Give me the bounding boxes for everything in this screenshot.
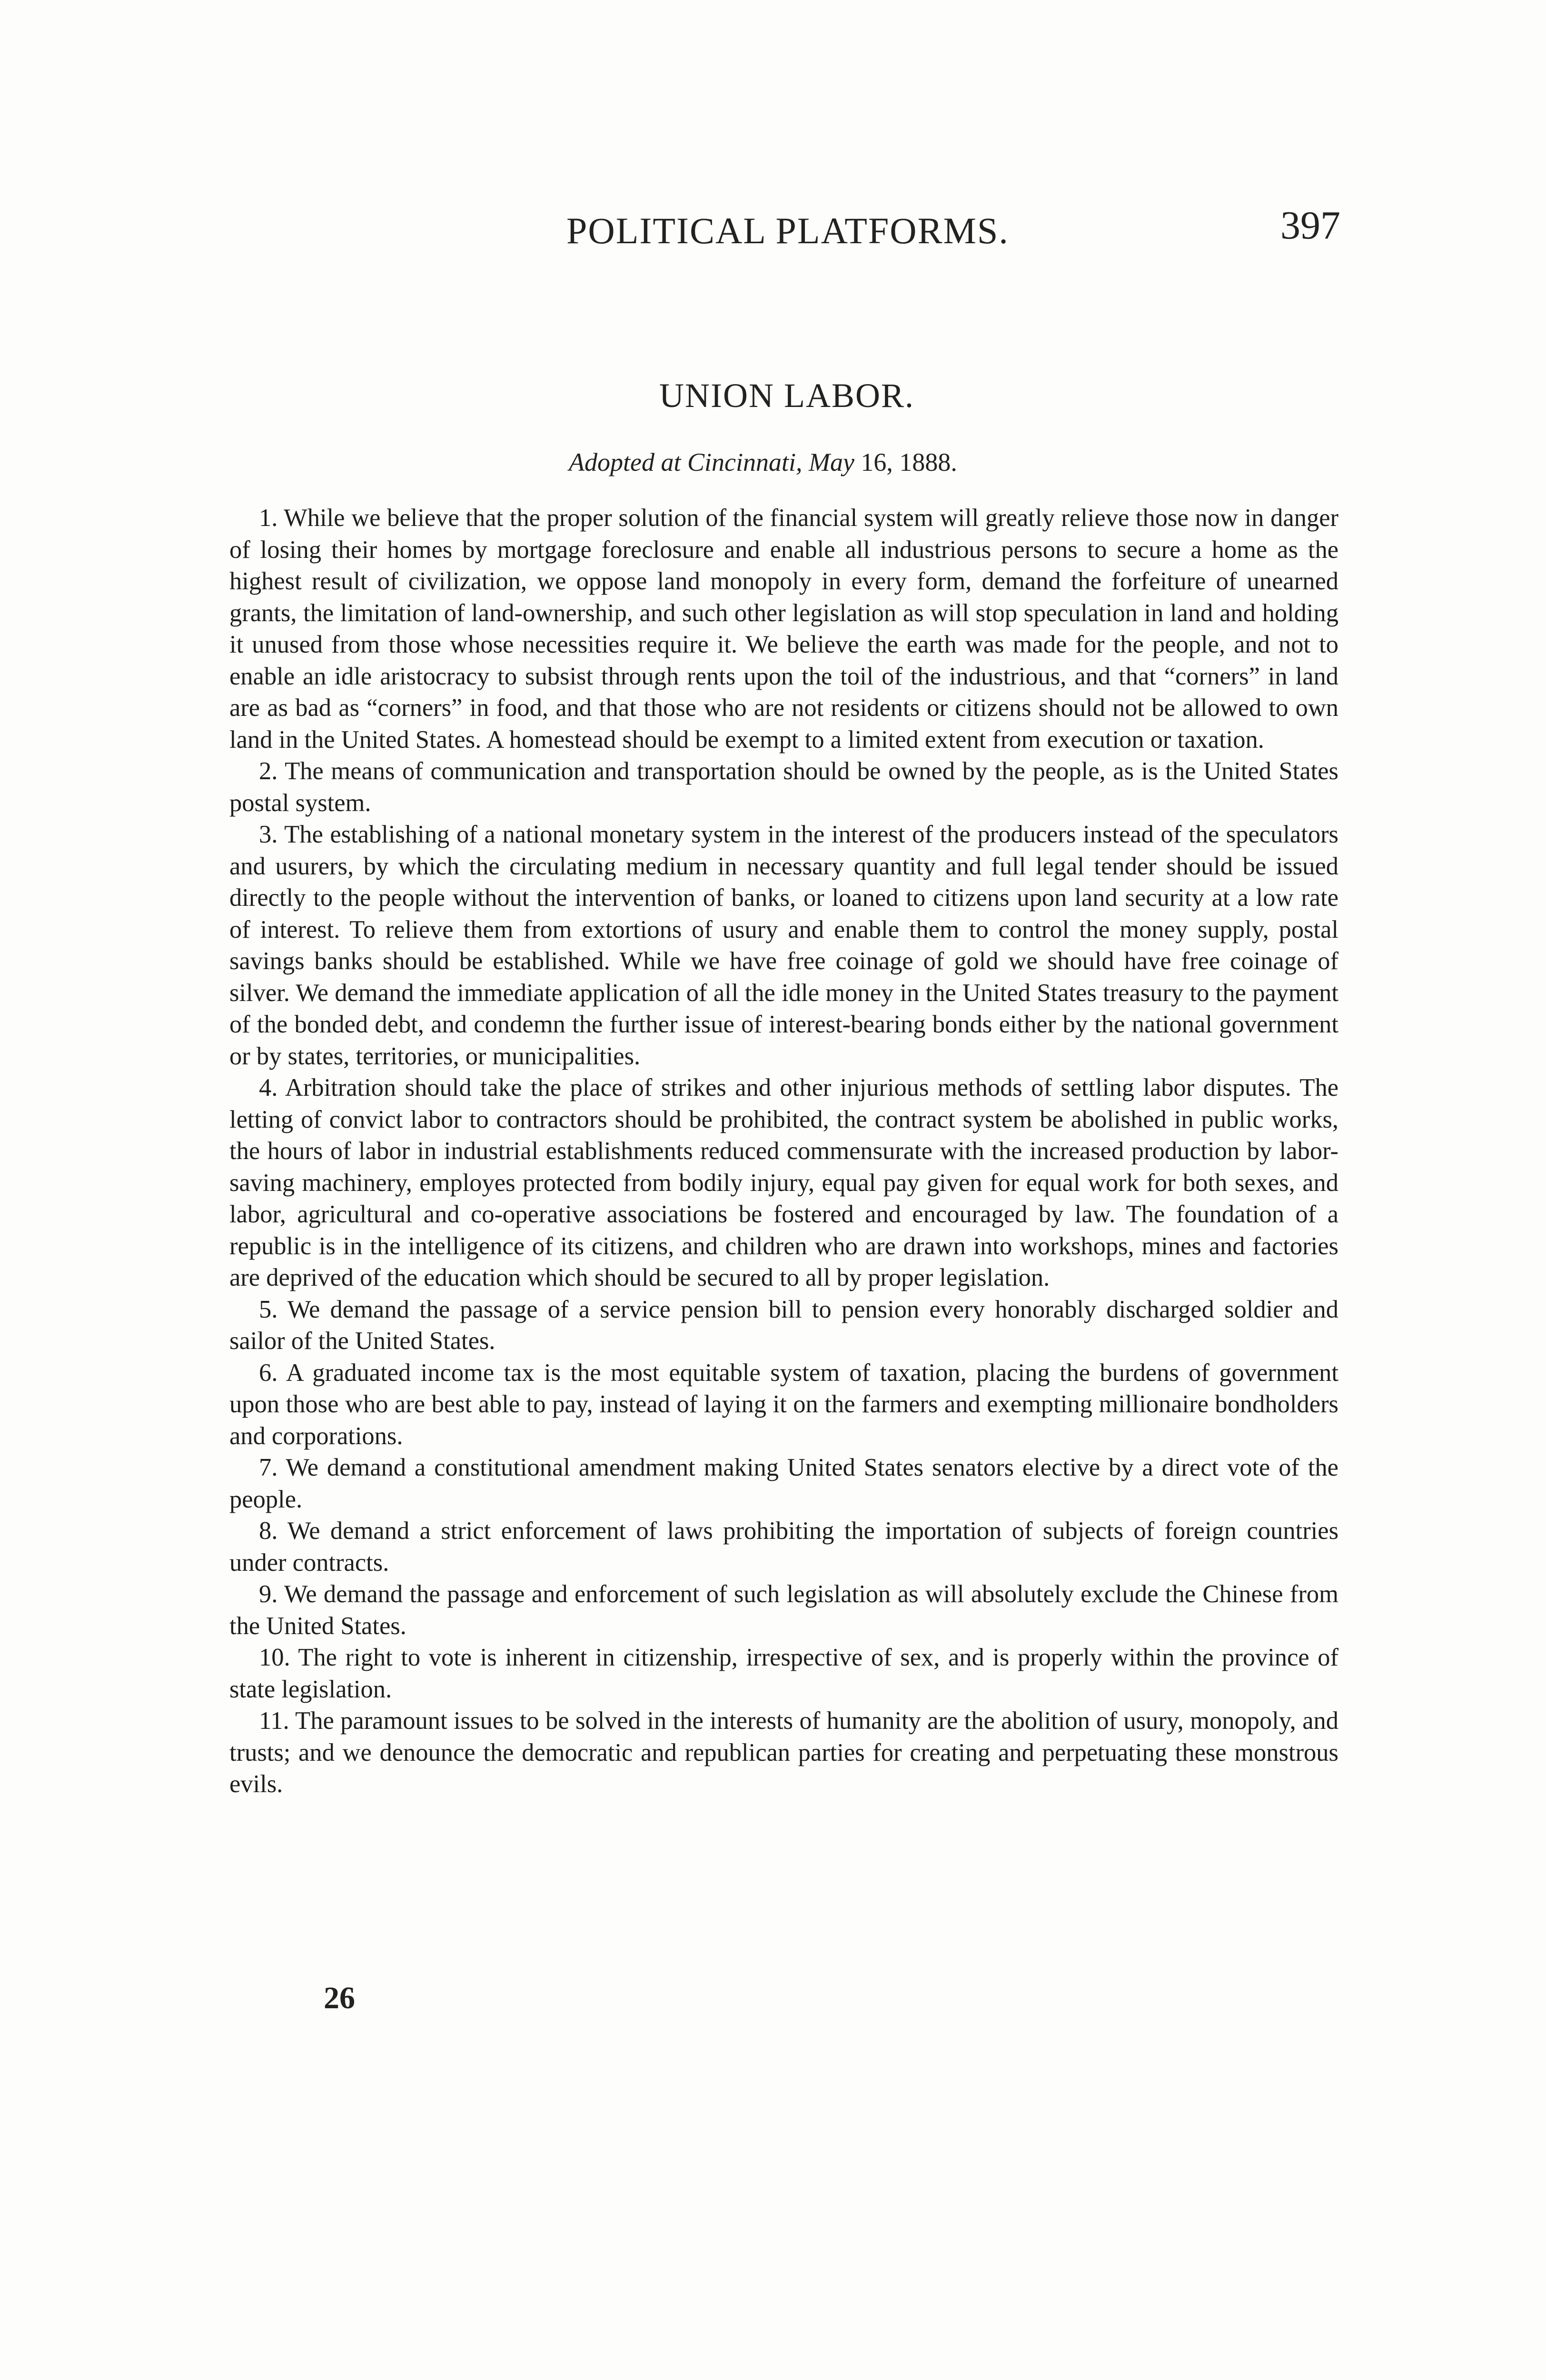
plank-7 bbox=[229, 1452, 1338, 1515]
plank-number: 1. bbox=[259, 504, 278, 532]
plank-text: The right to vote is inherent in citizenship, irrespective of sex, and is properly within the province of state legislation. bbox=[229, 1644, 1338, 1703]
signature-mark: 26 bbox=[324, 1981, 355, 2015]
plank-number: 3. bbox=[259, 821, 278, 848]
plank-9 bbox=[229, 1578, 1338, 1642]
plank-number: 10. bbox=[259, 1644, 290, 1671]
plank-number: 11. bbox=[259, 1707, 289, 1735]
page-number: 397 bbox=[1280, 203, 1340, 248]
running-head: POLITICAL PLATFORMS. bbox=[566, 210, 1009, 251]
adoption-place: Adopted at Cincinnati, May bbox=[569, 448, 854, 476]
plank-text: While we believe that the proper solution of the financial system will greatly relieve those now in danger of losing their homes by mortgage foreclosure and enable all industrious persons to secure a home as the highest result of civilization, we oppose land monopoly in every form, demand the forfeiture of unearned grants, the limitation of land-ownership, and such other legislation as will stop speculation in land and holding it unused from those whose necessities require it. We believe the earth was made for the people, and not to enable an idle aristocracy to subsist through rents upon the toil of the industrious, and that “corners” in land are as bad as “corners” in food, and that those who are not residents or citizens should not be allowed to own land in the United States. A homestead should be exempt to a limited extent from execution or taxation. bbox=[229, 504, 1338, 754]
plank-text: The establishing of a national monetary system in the interest of the producers instead of the speculators and usurers, by which the circulating medium in necessary quantity and full legal tender should be issued directly to the people without the intervention of banks, or loaned to citizens upon land security at a low rate of interest. To relieve them from extortions of usury and enable them to control the money supply, postal savings banks should be established. While we have free coinage of gold we should have free coinage of silver. We demand the immediate application of all the idle money in the United States treasury to the payment of the bonded debt, and condemn the further issue of interest-bearing bonds either by the national government or by states, territories, or municipalities. bbox=[229, 821, 1338, 1070]
plank-number: 6. bbox=[259, 1359, 278, 1387]
section-title: UNION LABOR. bbox=[659, 377, 914, 415]
adoption-date: 16, 1888. bbox=[861, 448, 957, 476]
plank-1 bbox=[229, 502, 1338, 755]
plank-8 bbox=[229, 1515, 1338, 1578]
plank-number: 8. bbox=[259, 1517, 278, 1545]
plank-text: We demand the passage and enforcement of such legislation as will absolutely exclude the Chinese from the United States. bbox=[229, 1580, 1338, 1640]
plank-number: 7. bbox=[259, 1454, 278, 1481]
platform-body bbox=[229, 502, 1338, 1800]
plank-text: The paramount issues to be solved in the interests of humanity are the abolition of usury, monopoly, and trusts; and we denounce the democratic and republican parties for creating and perpetuating these monstrous evils. bbox=[229, 1707, 1338, 1798]
plank-number: 2. bbox=[259, 757, 278, 785]
plank-number: 5. bbox=[259, 1295, 278, 1323]
plank-11 bbox=[229, 1705, 1338, 1800]
plank-3 bbox=[229, 819, 1338, 1072]
plank-number: 4. bbox=[259, 1074, 278, 1101]
plank-text: Arbitration should take the place of strikes and other injurious methods of settling labor disputes. The letting of convict labor to contractors should be prohibited, the contract system be abolished in public works, the hours of labor in industrial establishments reduced commensurate with the increased production by labor-saving machinery, employes protected from bodily injury, equal pay given for equal work for both sexes, and labor, agricultural and co-operative associations be fostered and encouraged by law. The foundation of a republic is in the intelligence of its citizens, and children who are drawn into workshops, mines and factories are deprived of the education which should be secured to all by proper legislation. bbox=[229, 1074, 1338, 1291]
plank-2 bbox=[229, 755, 1338, 819]
plank-text: A graduated income tax is the most equitable system of taxation, placing the burdens of government upon those who are best able to pay, instead of laying it on the farmers and exempting millionaire bondholders and corporations. bbox=[229, 1359, 1338, 1450]
plank-text: We demand the passage of a service pension bill to pension every honorably discharged soldier and sailor of the United States. bbox=[229, 1295, 1338, 1355]
plank-text: The means of communication and transportation should be owned by the people, as is the United States postal system. bbox=[229, 757, 1338, 817]
plank-text: We demand a constitutional amendment making United States senators elective by a direct vote of the people. bbox=[229, 1454, 1338, 1513]
plank-6 bbox=[229, 1357, 1338, 1452]
plank-text: We demand a strict enforcement of laws prohibiting the importation of subjects of foreign countries under contracts. bbox=[229, 1517, 1338, 1577]
adoption-note bbox=[569, 447, 957, 477]
plank-10 bbox=[229, 1642, 1338, 1705]
plank-number: 9. bbox=[259, 1580, 278, 1608]
plank-4 bbox=[229, 1072, 1338, 1294]
plank-5 bbox=[229, 1294, 1338, 1357]
